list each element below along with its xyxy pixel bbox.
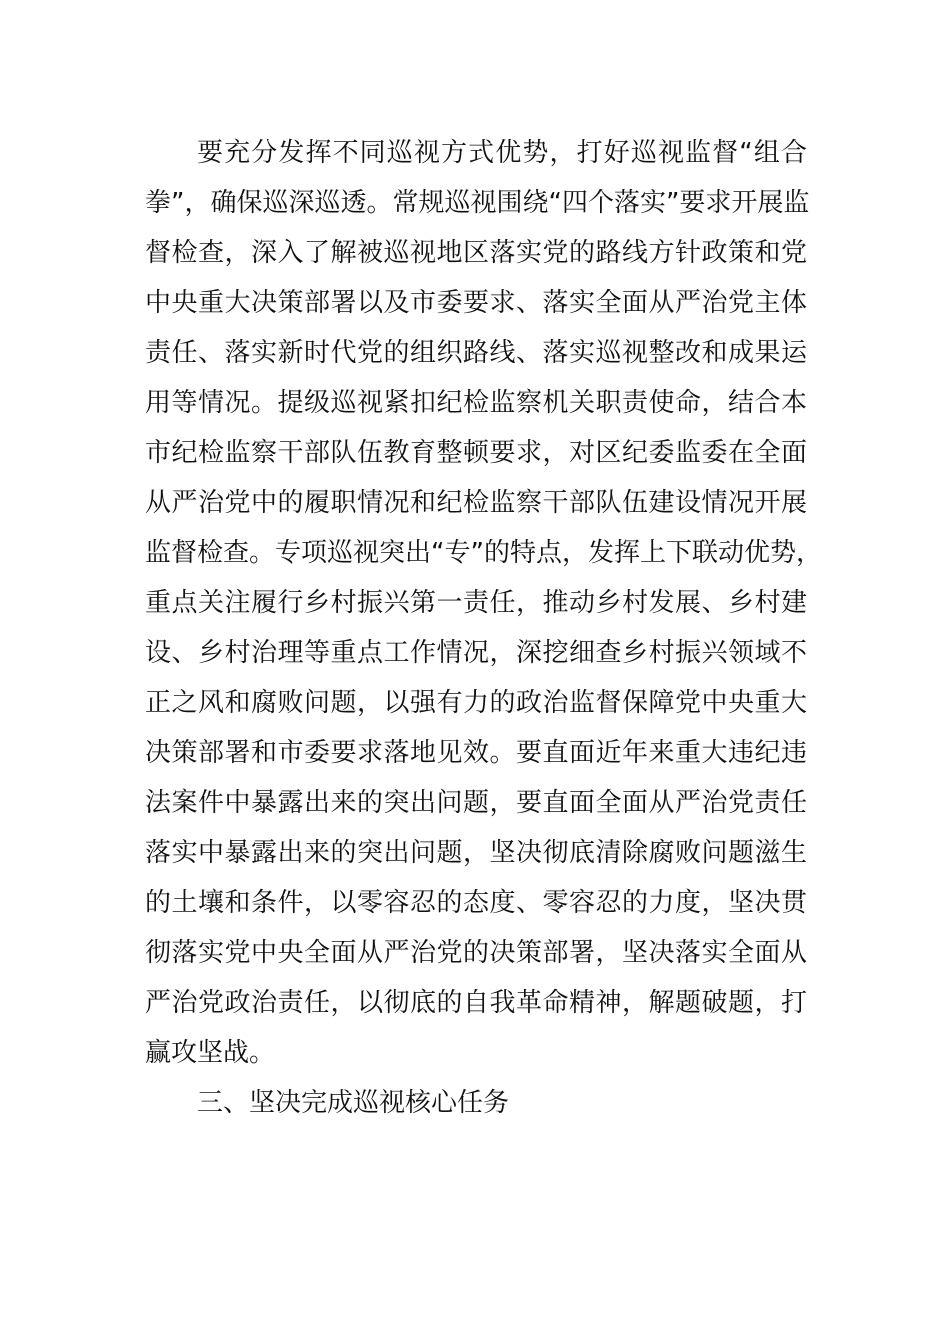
paragraph-line: 用等情况。提级巡视紧扣纪检监察机关职责使命，结合本 xyxy=(145,388,807,418)
paragraph-line: 中央重大决策部署以及市委要求、落实全面从严治党主体 xyxy=(145,288,807,318)
paragraph-line: 决策部署和市委要求落地见效。要直面近年来重大违纪违 xyxy=(145,738,807,768)
paragraph-line: 正之风和腐败问题，以强有力的政治监督保障党中央重大 xyxy=(145,688,807,718)
paragraph-line: 市纪检监察干部队伍教育整顿要求，对区纪委监委在全面 xyxy=(145,438,807,468)
paragraph-line: 责任、落实新时代党的组织路线、落实巡视整改和成果运 xyxy=(145,338,807,368)
paragraph-line: 督检查，深入了解被巡视地区落实党的路线方针政策和党 xyxy=(145,238,807,268)
paragraph-line: 法案件中暴露出来的突出问题，要直面全面从严治党责任 xyxy=(145,788,807,818)
paragraph-line: 拳”，确保巡深巡透。常规巡视围绕“四个落实”要求开展监 xyxy=(145,188,810,218)
paragraph-line: 彻落实党中央全面从严治党的决策部署，坚决落实全面从 xyxy=(145,938,807,968)
body-paragraph xyxy=(145,128,822,1078)
paragraph-line: 要充分发挥不同巡视方式优势，打好巡视监督“组合 xyxy=(197,138,807,168)
paragraph-line: 设、乡村治理等重点工作情况，深挖细查乡村振兴领域不 xyxy=(145,638,807,668)
paragraph-line: 重点关注履行乡村振兴第一责任，推动乡村发展、乡村建 xyxy=(145,588,807,618)
paragraph-line: 赢攻坚战。 xyxy=(145,1038,276,1068)
paragraph-line: 监督检查。专项巡视突出“专”的特点，发挥上下联动优势， xyxy=(145,538,822,568)
paragraph-line: 落实中暴露出来的突出问题，坚决彻底清除腐败问题滋生 xyxy=(145,838,807,868)
paragraph-line: 严治党政治责任，以彻底的自我革命精神，解题破题，打 xyxy=(145,988,807,1018)
paragraph-line: 从严治党中的履职情况和纪检监察干部队伍建设情况开展 xyxy=(145,488,807,518)
paragraph-line: 的土壤和条件，以零容忍的态度、零容忍的力度，坚决贯 xyxy=(145,888,807,918)
section-heading: 三、坚决完成巡视核心任务 xyxy=(197,1088,510,1118)
